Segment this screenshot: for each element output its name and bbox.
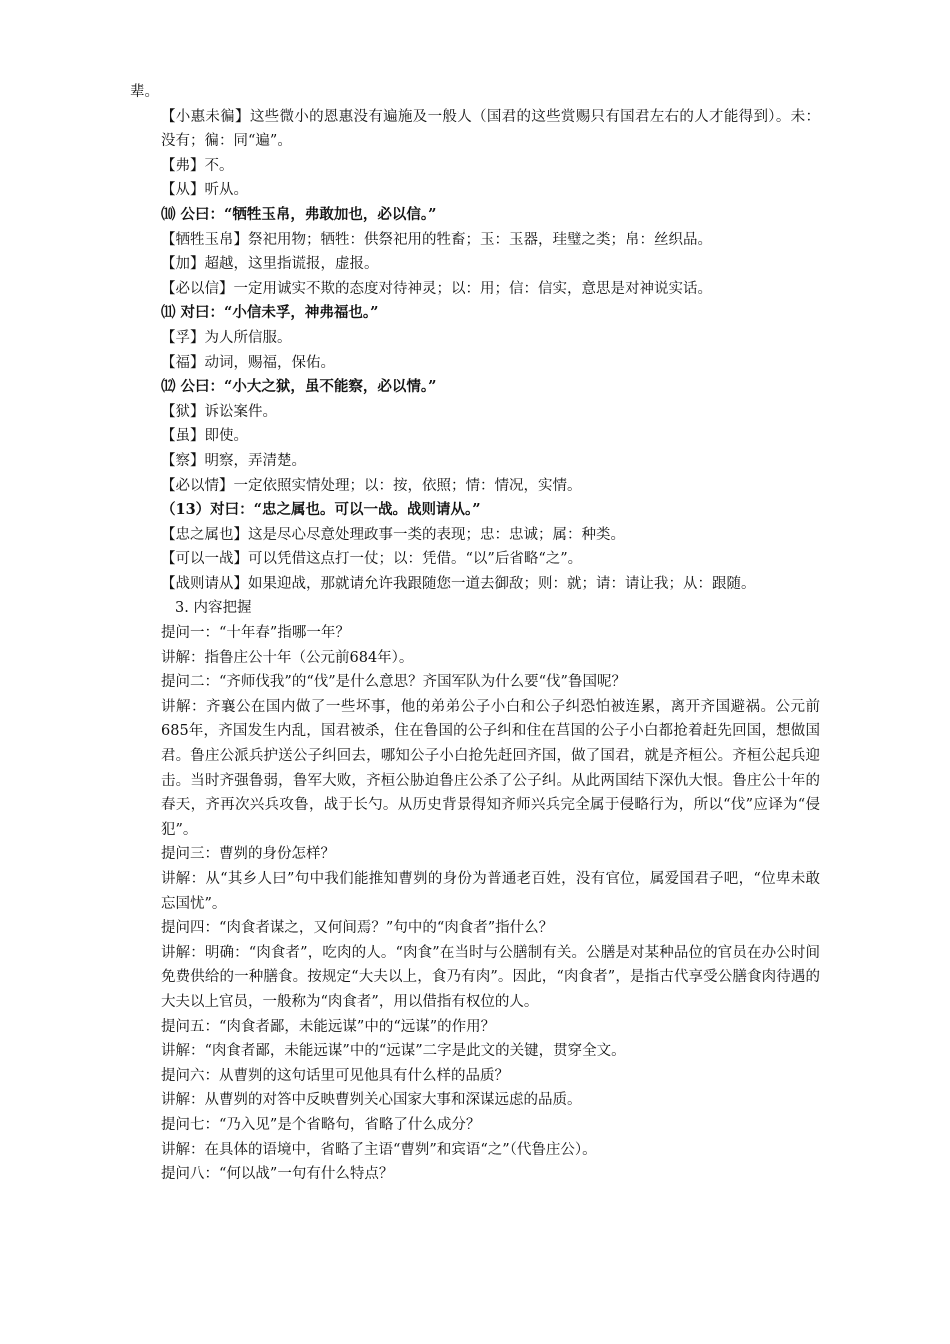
annotation-entry: 【察】明察，弄清楚。 bbox=[161, 452, 306, 469]
source-sentence: ⑽ 公曰：“牺牲玉帛，弗敢加也，必以信。” bbox=[161, 205, 437, 223]
annotation-entry: 【可以一战】可以凭借这点打一仗；以：凭借。“以”后省略“之”。 bbox=[161, 551, 583, 568]
source-sentence: ⑾ 对曰：“小信未孚，神弗福也。” bbox=[161, 304, 379, 322]
annotation-entry: 【狱】诉讼案件。 bbox=[161, 403, 277, 420]
annotation-entry: 【虽】即使。 bbox=[161, 428, 248, 445]
explanation: 讲解：从曹刿的对答中反映曹刿关心国家大事和深谋远虑的品质。 bbox=[161, 1092, 582, 1109]
annotation-entry: 【牺牲玉帛】祭祀用物；牺牲：供祭祀用的牲畜；玉：玉器，珪璧之类；帛：丝织品。 bbox=[161, 231, 712, 248]
annotation-entry: 【小惠未徧】这些微小的恩惠没有遍施及一般人（国君的这些赏赐只有国君左右的人才能得到）。未：没有；徧：同“遍”。 bbox=[161, 108, 820, 150]
text-line: 辈。 bbox=[130, 84, 159, 100]
explanation: 讲解：从“其乡人曰”句中我们能推知曹刿的身份为普通老百姓，没有官位，属爱国君子吧，“位卑未敢忘国忧”。 bbox=[161, 871, 820, 912]
section-heading: 3. 内容把握 bbox=[175, 600, 252, 617]
annotation-entry: 【必以情】一定依照实情处理；以：按，依照；情：情况，实情。 bbox=[161, 477, 582, 494]
question: 提问一：“十年春”指哪一年？ bbox=[161, 625, 350, 642]
source-sentence: （13）对曰：“忠之属也。可以一战。战则请从。” bbox=[161, 501, 481, 519]
explanation: 讲解：“肉食者鄙，未能远谋”中的“远谋”二字是此文的关键，贯穿全文。 bbox=[161, 1043, 626, 1060]
question: 提问五：“肉食者鄙，未能远谋”中的“远谋”的作用？ bbox=[161, 1018, 496, 1035]
explanation: 讲解：明确：“肉食者”，吃肉的人。“肉食”在当时与公膳制有关。公膳是对某种品位的官员在办公时间免费供给的一种膳食。按规定“大夫以上，食乃有肉”。因此，“肉食者”，是指古代享受公膳食肉待遇的大夫以上官员，一般称为“肉食者”，用以借指有权位的人。 bbox=[161, 944, 820, 1010]
annotation-entry: 【忠之属也】这是尽心尽意处理政事一类的表现；忠：忠诚；属：种类。 bbox=[161, 526, 625, 543]
annotation-entry: 【从】听从。 bbox=[161, 182, 248, 199]
document-body bbox=[130, 80, 820, 1187]
question: 提问二：“齐师伐我”的“伐”是什么意思？齐国军队为什么要“伐”鲁国呢？ bbox=[161, 674, 626, 691]
annotation-entry: 【必以信】一定用诚实不欺的态度对待神灵；以：用；信：信实，意思是对神说实话。 bbox=[161, 280, 712, 297]
source-sentence: ⑿ 公曰：“小大之狱，虽不能察，必以情。” bbox=[161, 378, 437, 396]
question: 提问六：从曹刿的这句话里可见他具有什么样的品质？ bbox=[161, 1067, 509, 1084]
question: 提问四：“肉食者谋之，又何间焉？”句中的“肉食者”指什么？ bbox=[161, 920, 554, 937]
question: 提问七：“乃入见”是个省略句，省略了什么成分？ bbox=[161, 1116, 481, 1133]
annotation-entry: 【战则请从】如果迎战，那就请允许我跟随您一道去御敌；则：就；请：请让我；从：跟随。 bbox=[161, 575, 756, 592]
explanation: 讲解：指鲁庄公十年（公元前684年）。 bbox=[161, 649, 414, 666]
annotation-entry: 【加】超越，这里指谎报，虚报。 bbox=[161, 256, 379, 273]
annotation-entry: 【弗】不。 bbox=[161, 157, 234, 174]
explanation: 讲解：在具体的语境中，省略了主语“曹刿”和宾语“之”（代鲁庄公）。 bbox=[161, 1141, 597, 1158]
annotation-entry: 【福】动词，赐福，保佑。 bbox=[161, 354, 335, 371]
annotation-entry: 【孚】为人所信服。 bbox=[161, 329, 292, 346]
question: 提问八：“何以战”一句有什么特点？ bbox=[161, 1166, 394, 1183]
question: 提问三：曹刿的身份怎样？ bbox=[161, 846, 335, 863]
explanation: 讲解：齐襄公在国内做了一些坏事，他的弟弟公子小白和公子纠恐怕被连累，离开齐国避祸。公元前685年，齐国发生内乱，国君被杀，住在鲁国的公子纠和住在莒国的公子小白都抢着赶先回国，想做国君。鲁庄公派兵护送公子纠回去，哪知公子小白抢先赶回齐国，做了国君，就是齐桓公。齐桓公起兵迎击。当时齐强鲁弱，鲁军大败，齐桓公胁迫鲁庄公杀了公子纠。从此两国结下深仇大恨。鲁庄公十年的春天，齐再次兴兵攻鲁，战于长勺。从历史背景得知齐师兴兵完全属于侵略行为，所以“伐”应译为“侵犯”。 bbox=[161, 698, 820, 838]
